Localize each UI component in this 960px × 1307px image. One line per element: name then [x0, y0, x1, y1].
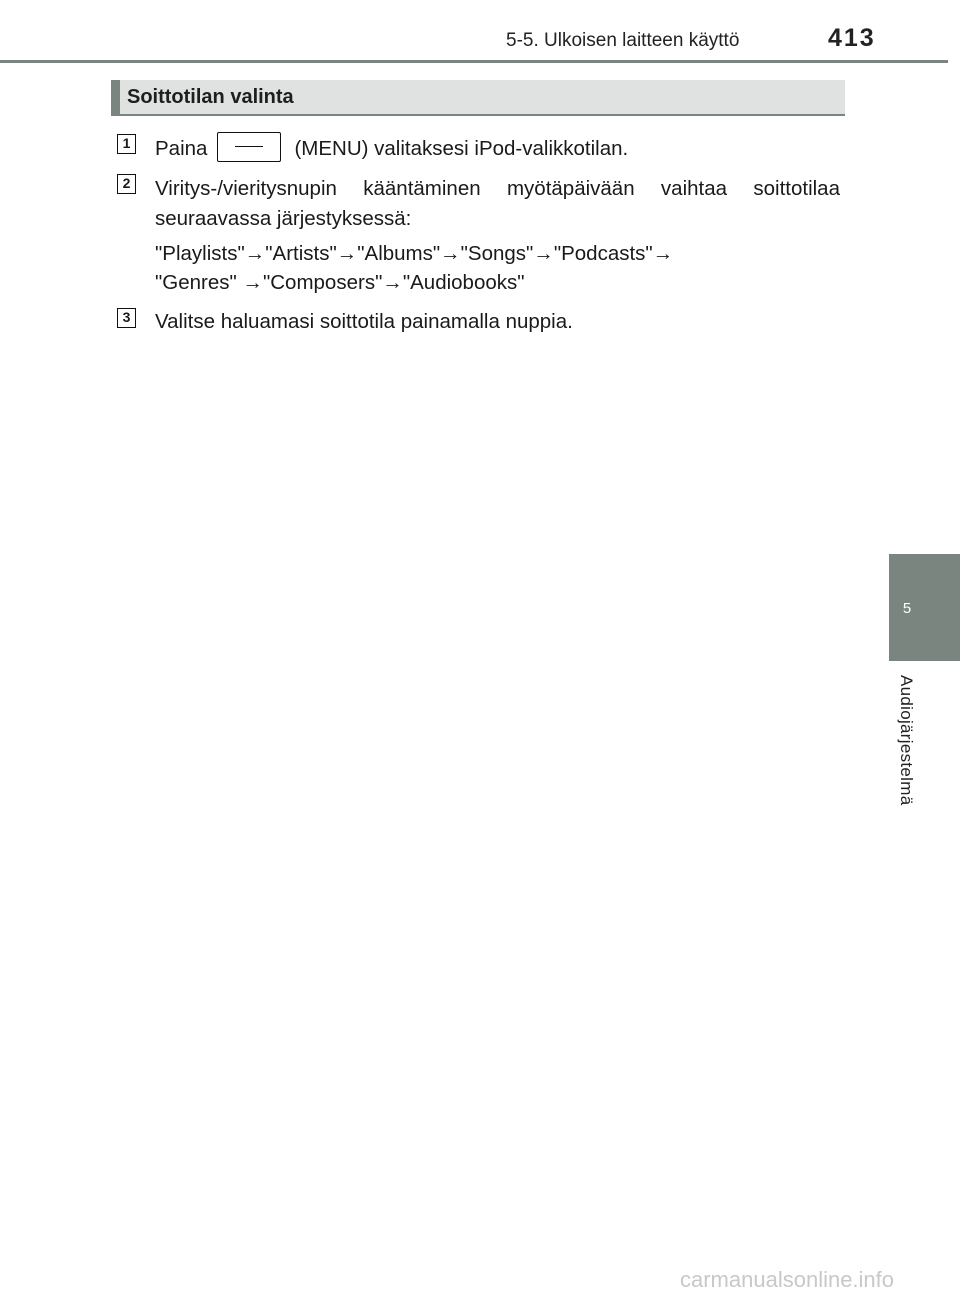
step-2-line-2: seuraavassa järjestyksessä:: [155, 207, 412, 230]
mode-sequence-line-2: "Genres" →"Composers"→"Audiobooks": [155, 271, 525, 294]
section-heading-accent: [111, 80, 120, 114]
header-divider: [0, 60, 948, 63]
mode-sequence-line-1: "Playlists"→"Artists"→"Albums"→"Songs"→"Podcasts"→: [155, 242, 674, 265]
chapter-tab: [889, 554, 960, 661]
step-1-text: [155, 134, 628, 165]
step-1-text-after: (MENU) valitaksesi iPod-valikkotilan.: [294, 137, 629, 160]
menu-button-dash: [235, 146, 263, 148]
page-number: 413: [828, 24, 876, 52]
header-section-title: 5-5. Ulkoisen laitteen käyttö: [506, 30, 740, 51]
watermark: carmanualsonline.info: [680, 1267, 895, 1292]
step-2-number: 2: [117, 174, 136, 194]
section-title: Soittotilan valinta: [127, 86, 294, 108]
step-3-text: Valitse haluamasi soittotila painamalla nuppia.: [155, 310, 573, 333]
step-3-number: 3: [117, 308, 136, 328]
step-1-text-before: Paina: [155, 137, 208, 160]
chapter-label: Audiojärjestelmä: [897, 675, 916, 806]
step-2-line-1: Viritys-/vieritysnupin kääntäminen myötäpäivään vaihtaa soittotilaa: [155, 177, 840, 200]
step-1-number: 1: [117, 134, 136, 154]
section-heading-bar: [111, 80, 845, 116]
menu-button-icon: [217, 132, 281, 162]
chapter-number: 5: [902, 600, 912, 617]
